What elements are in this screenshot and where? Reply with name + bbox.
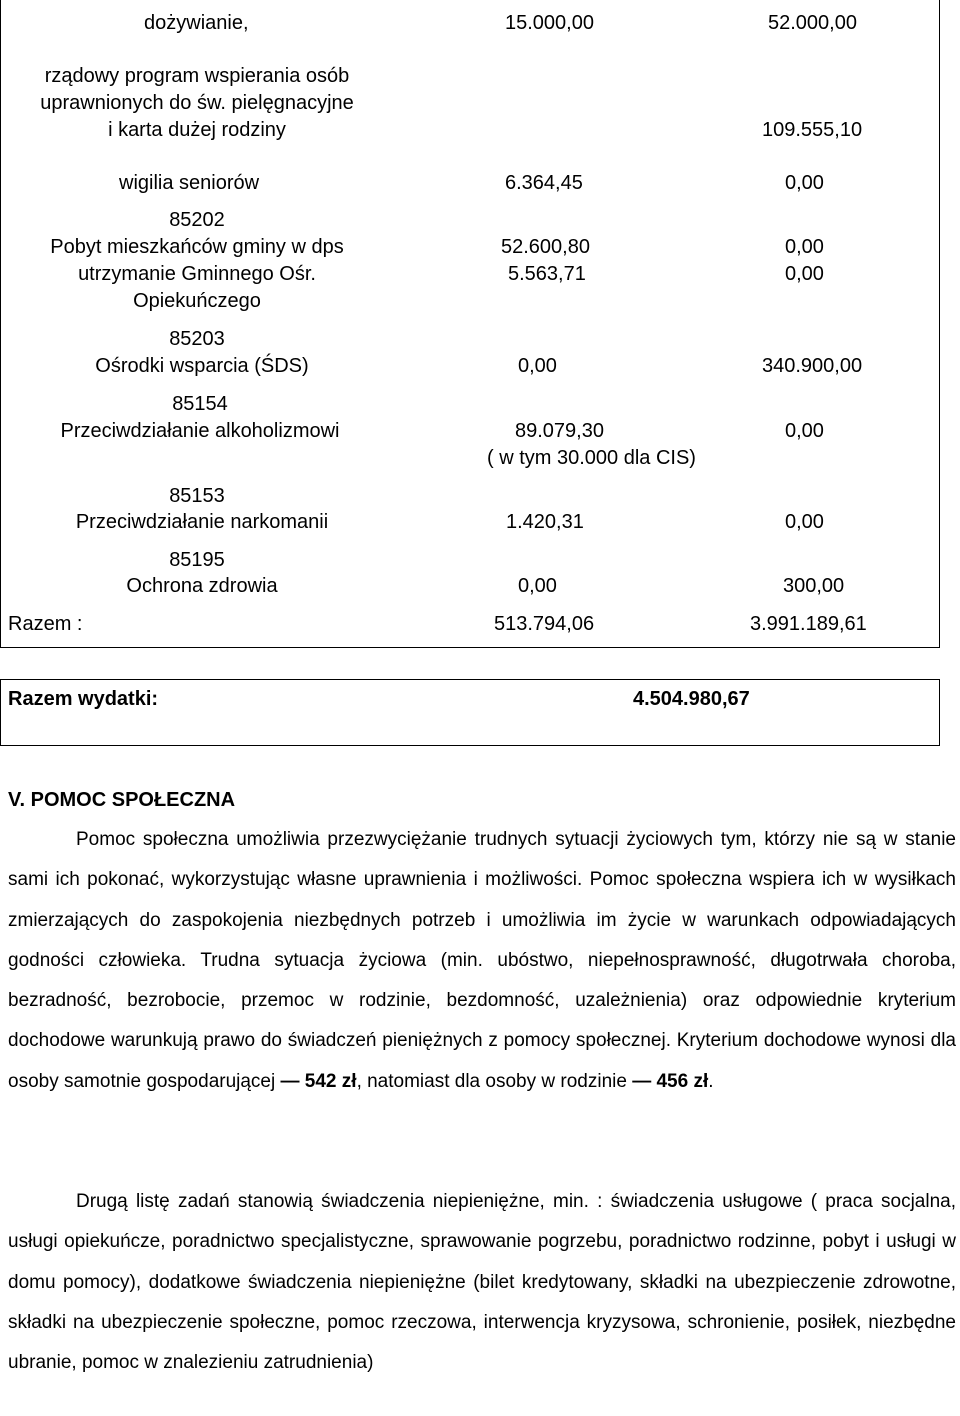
- razem-label: Razem :: [8, 613, 83, 635]
- row-label-85203-line1: Ośrodki wsparcia (ŚDS): [95, 355, 309, 377]
- row-value2-85195: 300,00: [783, 575, 845, 597]
- row-value1-wigilia: 6.364,45: [505, 172, 583, 194]
- row-label-85202-line2: utrzymanie Gminnego Ośr.: [78, 263, 316, 285]
- row-value2-85202-b: 0,00: [785, 263, 824, 285]
- section-paragraph-1: Pomoc społeczna umożliwia przezwyciężanie trudnych sytuacji życiowych tym, którzy nie są w stanie sami ich pokonać, wykorzystując własne uprawnienia i możliwości. Pomoc społeczna wspiera ich w wysiłkach zmierzających do zaspokojenia niezbędnych potrzeb i umożliwia im życie w warunkach odpowiadających godności człowieka. Trudna sytuacja życiowa (min. ubóstwo, niepełnosprawność, długotrwała choroba, bezradność, bezrobocie, przemoc w rodzinie, bezdomność, uzależnienia) oraz odpowiednie kryterium dochodowe warunkują prawo do świadczeń pieniężnych z pomocy społecznej. Kryterium dochodowe wynosi dla osoby samotnie gospodarującej — 542 zł, natomiast dla osoby w rodzinie — 456 zł.: [8, 829, 956, 1092]
- razem-value1: 513.794,06: [494, 613, 595, 635]
- row-label-85153-line1: Przeciwdziałanie narkomanii: [75, 511, 329, 533]
- section-heading: V. POMOC SPOŁECZNA: [8, 789, 236, 811]
- row-label-program-line1: rządowy program wspierania osób: [44, 65, 350, 87]
- section-paragraph-2: Drugą listę zadań stanowią świadczenia niepieniężne, min. : świadczenia usługowe ( praca socjalna, usługi opiekuńcze, poradnictwo specjalistyczne, sprawowanie pogrzebu, poradnictwo rodzinne, pobyt i usługi w domu pomocy), dodatkowe świadczenia niepieniężne (bilet kredytowany, składki na ubezpieczenie zdrowotne, składki na ubezpieczenie społeczne, pomoc rzeczowa, interwencja kryzysowa, schronienie, posiłek, niezbędne ubranie, pomoc w znalezieniu zatrudnienia): [8, 1191, 956, 1374]
- row-value2-85202-a: 0,00: [785, 236, 824, 258]
- row-label-85202-line3: Opiekuńczego: [133, 290, 261, 312]
- row-label-85202-line1: Pobyt mieszkańców gminy w dps: [50, 236, 344, 258]
- row-value2-program: 109.555,10: [762, 119, 863, 141]
- row-label-85154-code: 85154: [172, 393, 228, 415]
- row-value1-85202-b: 5.563,71: [508, 263, 586, 285]
- row-label-85202-code: 85202: [169, 209, 225, 231]
- row-value1-dozywianie: 15.000,00: [505, 12, 594, 34]
- row-value1-85202-a: 52.600,80: [501, 236, 590, 258]
- row-value2-dozywianie: 52.000,00: [768, 12, 857, 34]
- row-label-85195-code: 85195: [169, 549, 225, 571]
- row-label-dozywianie: dożywianie,: [144, 12, 249, 34]
- razem-wydatki-value: 4.504.980,67: [633, 688, 750, 710]
- razem-wydatki-label: Razem wydatki:: [8, 688, 159, 710]
- row-label-85154-line1: Przeciwdziałanie alkoholizmowi: [60, 420, 340, 442]
- row-value2-85154: 0,00: [785, 420, 824, 442]
- row-label-wigilia: wigilia seniorów: [119, 172, 260, 194]
- row-label-85203-code: 85203: [169, 328, 225, 350]
- row-value1-85154-note: ( w tym 30.000 dla CIS): [487, 447, 696, 469]
- row-value2-wigilia: 0,00: [785, 172, 824, 194]
- row-value1-85153: 1.420,31: [506, 511, 584, 533]
- row-value1-85195: 0,00: [518, 575, 557, 597]
- row-label-85195-line1: Ochrona zdrowia: [126, 575, 278, 597]
- row-label-85153-code: 85153: [169, 485, 225, 507]
- row-value2-85153: 0,00: [785, 511, 824, 533]
- row-label-program-line2: uprawnionych do św. pielęgnacyjne: [40, 92, 354, 114]
- row-value1-85203: 0,00: [518, 355, 557, 377]
- row-label-program-line3: i karta dużej rodziny: [108, 119, 286, 141]
- razem-value2: 3.991.189,61: [750, 613, 867, 635]
- row-value2-85203: 340.900,00: [762, 355, 863, 377]
- row-value1-85154: 89.079,30: [515, 420, 604, 442]
